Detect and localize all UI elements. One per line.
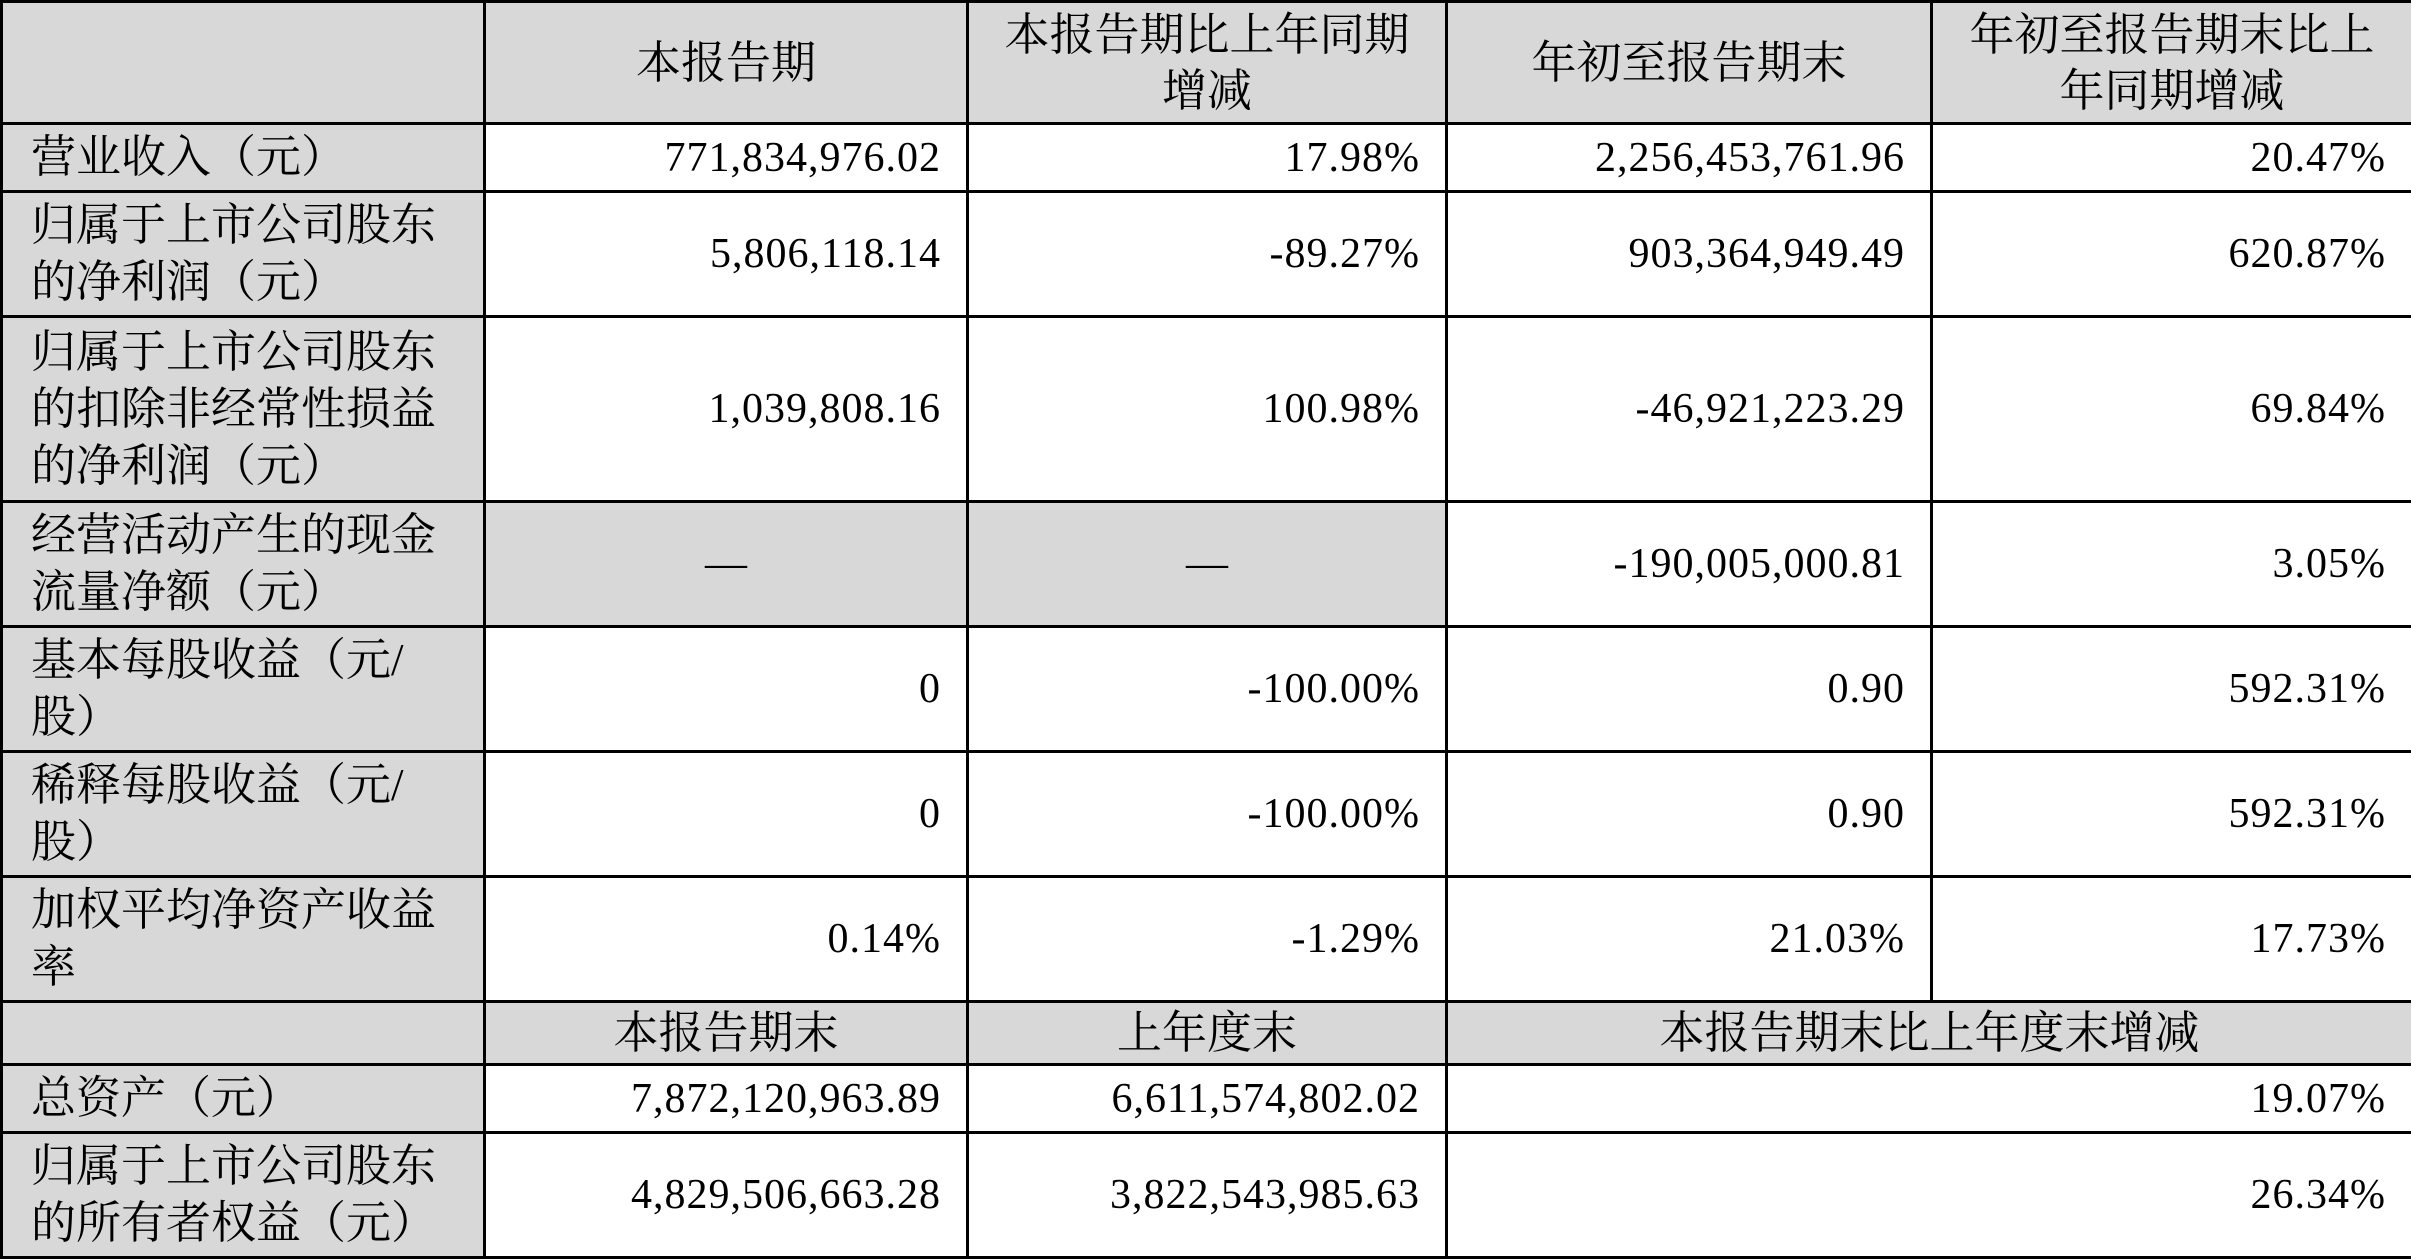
table-row [2,124,2411,192]
header-period-end-vs-last-year-change: 本报告期末比上年度末增减 [1447,1002,2411,1065]
table-row [2,1133,2411,1258]
table-header-bottom [2,1002,2411,1065]
cell-value: 6,611,574,802.02 [968,1065,1447,1133]
cell-value: 20.47% [1932,124,2411,192]
cell-value: -100.00% [968,627,1447,752]
cell-value: 26.34% [1447,1133,2411,1258]
cell-value: 592.31% [1932,752,2411,877]
row-label-diluted-eps: 稀释每股收益（元/股） [2,752,485,877]
cell-value: 592.31% [1932,627,2411,752]
cell-value: 620.87% [1932,192,2411,317]
row-label-total-assets: 总资产（元） [2,1065,485,1133]
cell-value: 0 [485,627,968,752]
table-header-top [2,2,2411,124]
header-year-to-date: 年初至报告期末 [1447,2,1932,124]
cell-value: 2,256,453,761.96 [1447,124,1932,192]
table-row [2,317,2411,502]
header-corner-cell [2,2,485,124]
cell-value: 17.73% [1932,877,2411,1002]
cell-value: -100.00% [968,752,1447,877]
cell-value: 1,039,808.16 [485,317,968,502]
table-row [2,877,2411,1002]
cell-value-empty-dash: — [485,502,968,627]
cell-value: 903,364,949.49 [1447,192,1932,317]
table-row [2,627,2411,752]
table-row [2,752,2411,877]
row-label-basic-eps: 基本每股收益（元/股） [2,627,485,752]
header-current-period-yoy-change: 本报告期比上年同期增减 [968,2,1447,124]
cell-value: 21.03% [1447,877,1932,1002]
cell-value: 100.98% [968,317,1447,502]
row-label-net-profit-excl-nonrecurring: 归属于上市公司股东的扣除非经常性损益的净利润（元） [2,317,485,502]
cell-value: -190,005,000.81 [1447,502,1932,627]
header-end-of-last-year: 上年度末 [968,1002,1447,1065]
row-label-net-profit-attributable: 归属于上市公司股东的净利润（元） [2,192,485,317]
row-label-operating-cash-flow: 经营活动产生的现金流量净额（元） [2,502,485,627]
cell-value: -1.29% [968,877,1447,1002]
cell-value: 0.14% [485,877,968,1002]
cell-value: 19.07% [1447,1065,2411,1133]
cell-value: 771,834,976.02 [485,124,968,192]
cell-value: 0.90 [1447,752,1932,877]
cell-value: -89.27% [968,192,1447,317]
cell-value: 7,872,120,963.89 [485,1065,968,1133]
cell-value: -46,921,223.29 [1447,317,1932,502]
row-label-weighted-avg-roe: 加权平均净资产收益率 [2,877,485,1002]
header-corner-cell [2,1002,485,1065]
table-row [2,1065,2411,1133]
header-current-period: 本报告期 [485,2,968,124]
cell-value-empty-dash: — [968,502,1447,627]
row-label-equity-attributable: 归属于上市公司股东的所有者权益（元） [2,1133,485,1258]
cell-value: 0 [485,752,968,877]
cell-value: 17.98% [968,124,1447,192]
row-label-operating-revenue: 营业收入（元） [2,124,485,192]
table-row [2,192,2411,317]
table-row [2,502,2411,627]
cell-value: 0.90 [1447,627,1932,752]
cell-value: 3,822,543,985.63 [968,1133,1447,1258]
header-end-of-period: 本报告期末 [485,1002,968,1065]
header-year-to-date-yoy-change: 年初至报告期末比上年同期增减 [1932,2,2411,124]
cell-value: 3.05% [1932,502,2411,627]
cell-value: 5,806,118.14 [485,192,968,317]
cell-value: 69.84% [1932,317,2411,502]
cell-value: 4,829,506,663.28 [485,1133,968,1258]
